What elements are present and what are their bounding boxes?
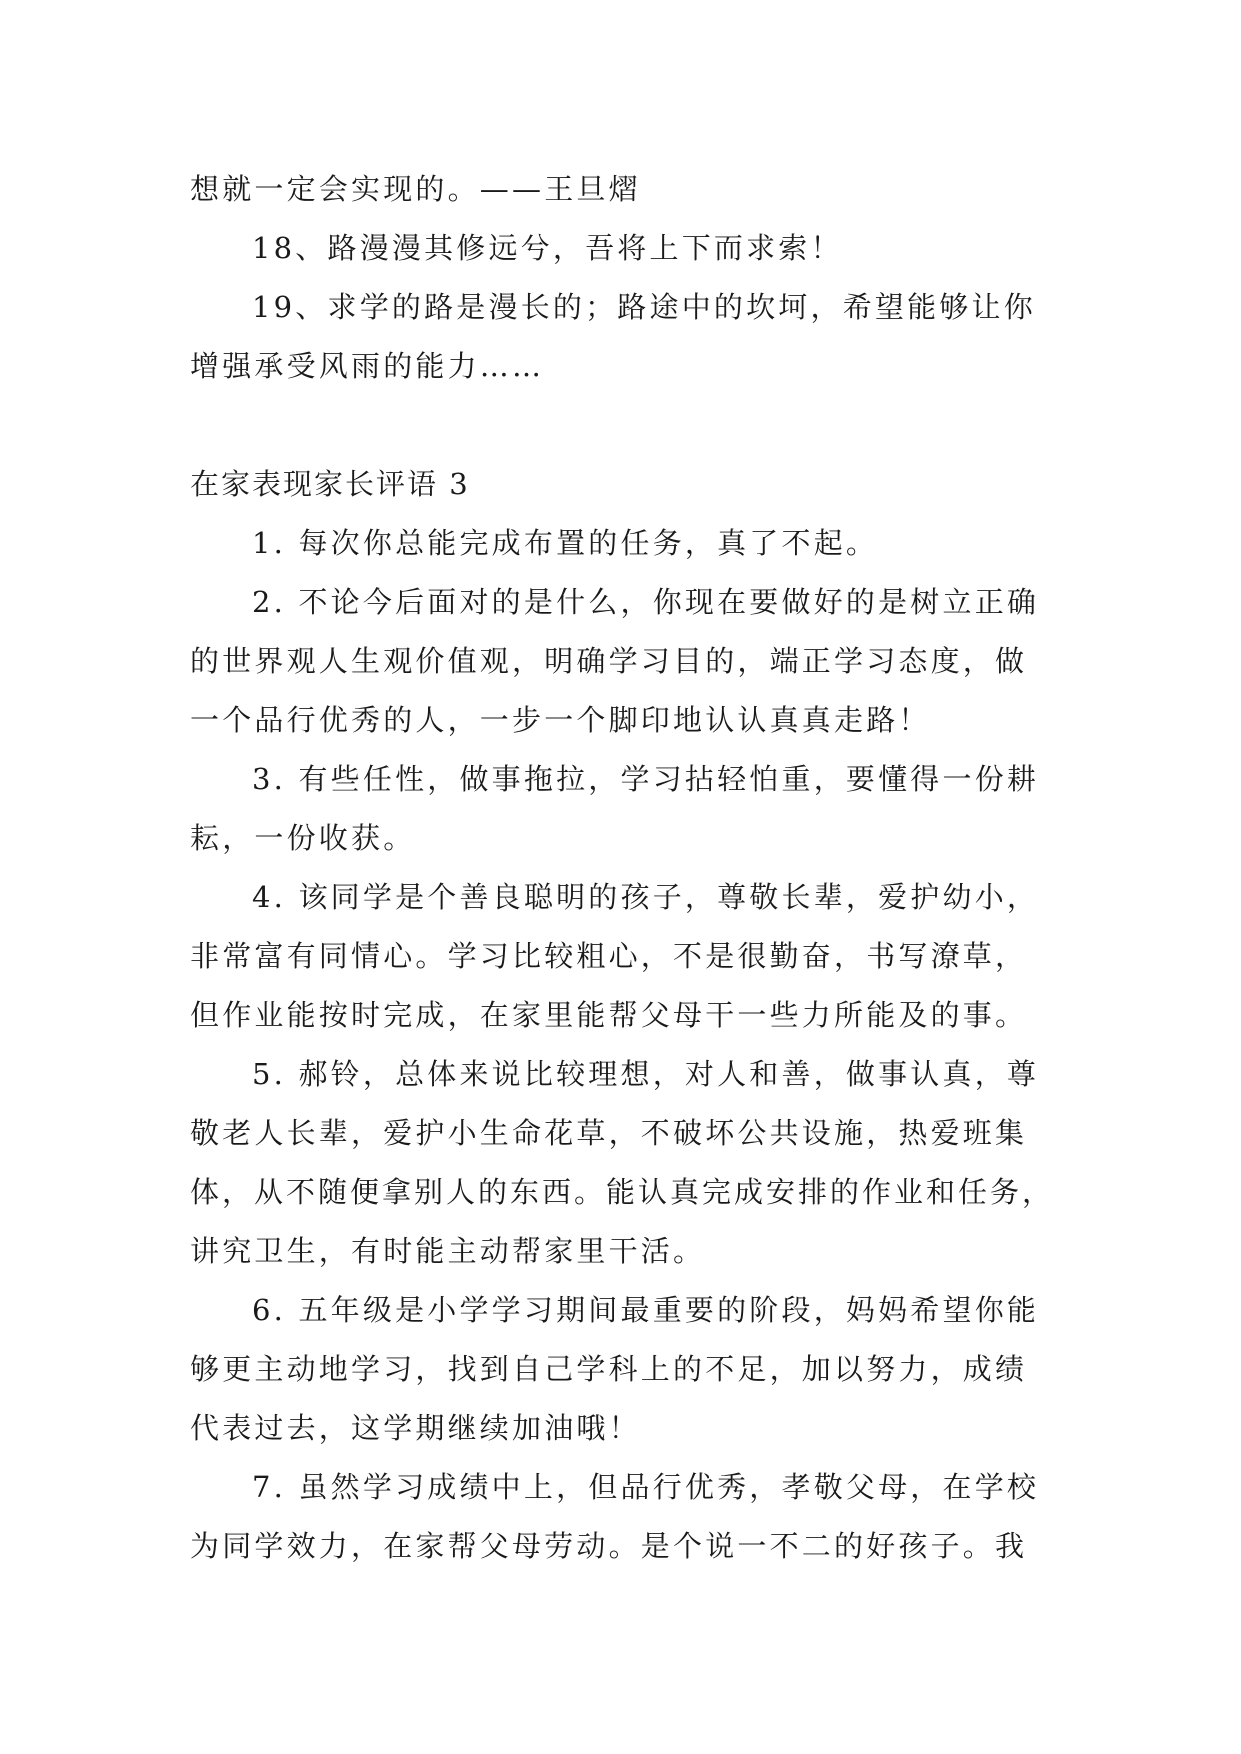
- text-line: 想就一定会实现的。——王旦熠: [190, 172, 641, 206]
- quote-19: 19、求学的路是漫长的；路途中的坎坷，希望能够让你: [252, 290, 1036, 324]
- text-line: 一个品行优秀的人，一步一个脚印地认认真真走路！: [190, 703, 931, 737]
- section-heading: 在家表现家长评语 3: [190, 467, 470, 501]
- text-line: 增强承受风雨的能力……: [190, 349, 545, 383]
- text-line: 够更主动地学习，找到自己学科上的不足，加以努力，成绩: [190, 1352, 1028, 1386]
- comment-2: 2. 不论今后面对的是什么，你现在要做好的是树立正确: [252, 585, 1040, 619]
- text-line: 但作业能按时完成，在家里能帮父母干一些力所能及的事。: [190, 998, 1028, 1032]
- text-line: 非常富有同情心。学习比较粗心，不是很勤奋，书写潦草，: [190, 939, 1028, 973]
- document-body: [190, 160, 1055, 1576]
- comment-4: 4. 该同学是个善良聪明的孩子，尊敬长辈，爱护幼小，: [252, 880, 1040, 914]
- quote-18: 18、路漫漫其修远兮，吾将上下而求索！: [252, 231, 843, 265]
- text-line: 敬老人长辈，爱护小生命花草，不破坏公共设施，热爱班集: [190, 1116, 1028, 1150]
- text-line: 耘，一份收获。: [190, 821, 416, 855]
- text-line: 代表过去，这学期继续加油哦！: [190, 1411, 641, 1445]
- text-line: 为同学效力，在家帮父母劳动。是个说一不二的好孩子。我: [190, 1529, 1028, 1563]
- comment-7: 7. 虽然学习成绩中上，但品行优秀，孝敬父母，在学校: [252, 1470, 1040, 1504]
- paragraph-gap: [190, 396, 1055, 455]
- comment-1: 1. 每次你总能完成布置的任务，真了不起。: [252, 526, 879, 560]
- comment-3: 3. 有些任性，做事拖拉，学习拈轻怕重，要懂得一份耕: [252, 762, 1040, 796]
- text-line: 体，从不随便拿别人的东西。能认真完成安排的作业和任务，: [190, 1175, 1055, 1209]
- comment-5: 5. 郝铃，总体来说比较理想，对人和善，做事认真，尊: [252, 1057, 1040, 1091]
- text-line: 的世界观人生观价值观，明确学习目的，端正学习态度，做: [190, 644, 1028, 678]
- text-line: 讲究卫生，有时能主动帮家里干活。: [190, 1234, 706, 1268]
- comment-6: 6. 五年级是小学学习期间最重要的阶段，妈妈希望你能: [252, 1293, 1040, 1327]
